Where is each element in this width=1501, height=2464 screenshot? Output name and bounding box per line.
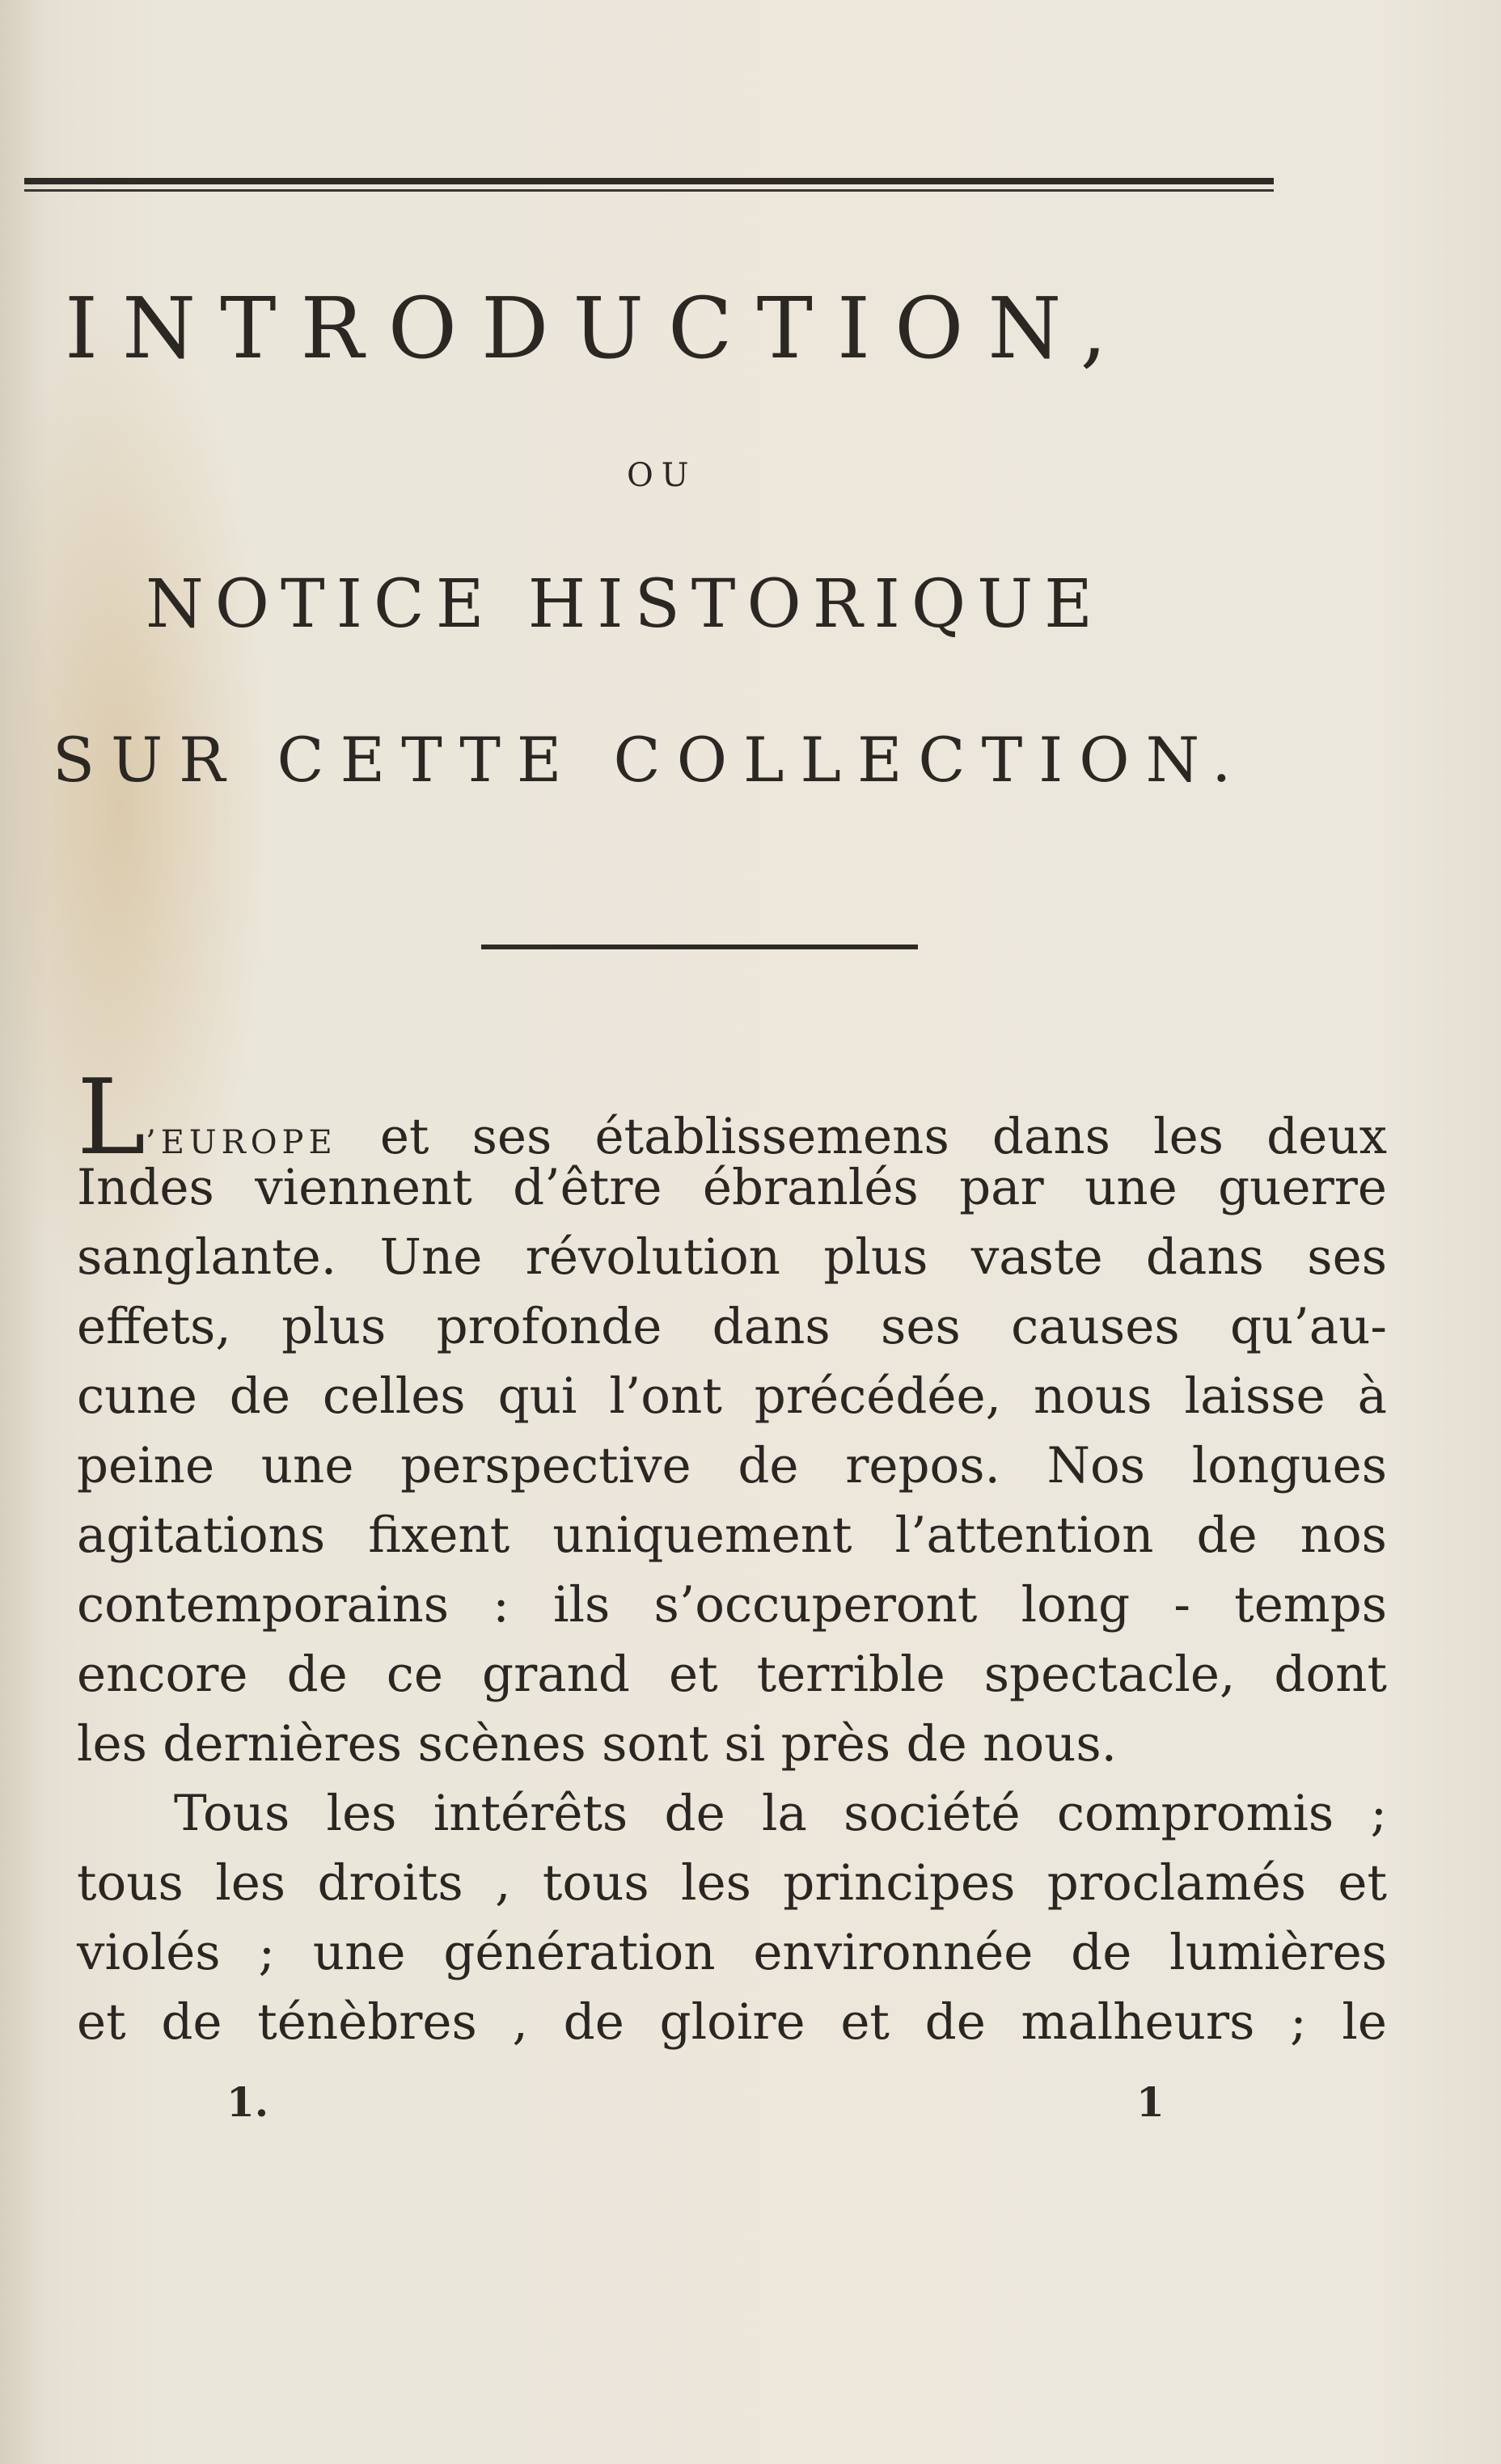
top-rule-thin [24, 189, 1274, 192]
lead-word: ’EUROPE [146, 1124, 337, 1161]
signature-mark-right: 1 [1136, 2078, 1165, 2126]
text-line: sanglante. Une révolution plus vaste dans ses [77, 1228, 1387, 1286]
separator-rule [481, 945, 918, 949]
chapter-conjunction: OU [627, 457, 697, 494]
text-line: les dernières scènes sont si près de nous. [77, 1715, 1118, 1773]
text-line: violés ; une génération environnée de lumières [77, 1924, 1387, 1981]
chapter-title: INTRODUCTION, [65, 279, 1131, 378]
text-line: et de ténèbres , de gloire et de malheurs ; le [77, 1993, 1387, 2051]
text-line [77, 1058, 1387, 1178]
text-line: agitations fixent uniquement l’attention de nos [77, 1507, 1387, 1564]
text-line: contemporains : ils s’occuperont long - temps [77, 1576, 1387, 1634]
top-rule-thick [24, 178, 1274, 184]
signature-mark-left: 1. [226, 2078, 269, 2126]
top-double-rule [24, 178, 1274, 194]
text-line: cune de celles qui l’ont précédée, nous laisse à [77, 1367, 1387, 1425]
text-line: effets, plus profonde dans ses causes qu’au- [77, 1298, 1387, 1355]
chapter-subtitle-continued: SUR CETTE COLLECTION. [53, 724, 1248, 796]
first-line-rest: et ses établissemens dans les deux [336, 1108, 1387, 1165]
drop-cap: L [77, 1058, 146, 1178]
text-line: encore de ce grand et terrible spectacle, dont [77, 1646, 1387, 1703]
body-text [77, 1058, 1387, 2057]
text-line: peine une perspective de repos. Nos longues [77, 1437, 1387, 1494]
text-line: Indes viennent d’être ébranlés par une guerre [77, 1159, 1387, 1216]
text-line: Tous les intérêts de la société compromis ; [174, 1785, 1387, 1842]
chapter-subtitle: NOTICE HISTORIQUE [146, 566, 1105, 643]
text-line: tous les droits , tous les principes proclamés et [77, 1854, 1387, 1912]
